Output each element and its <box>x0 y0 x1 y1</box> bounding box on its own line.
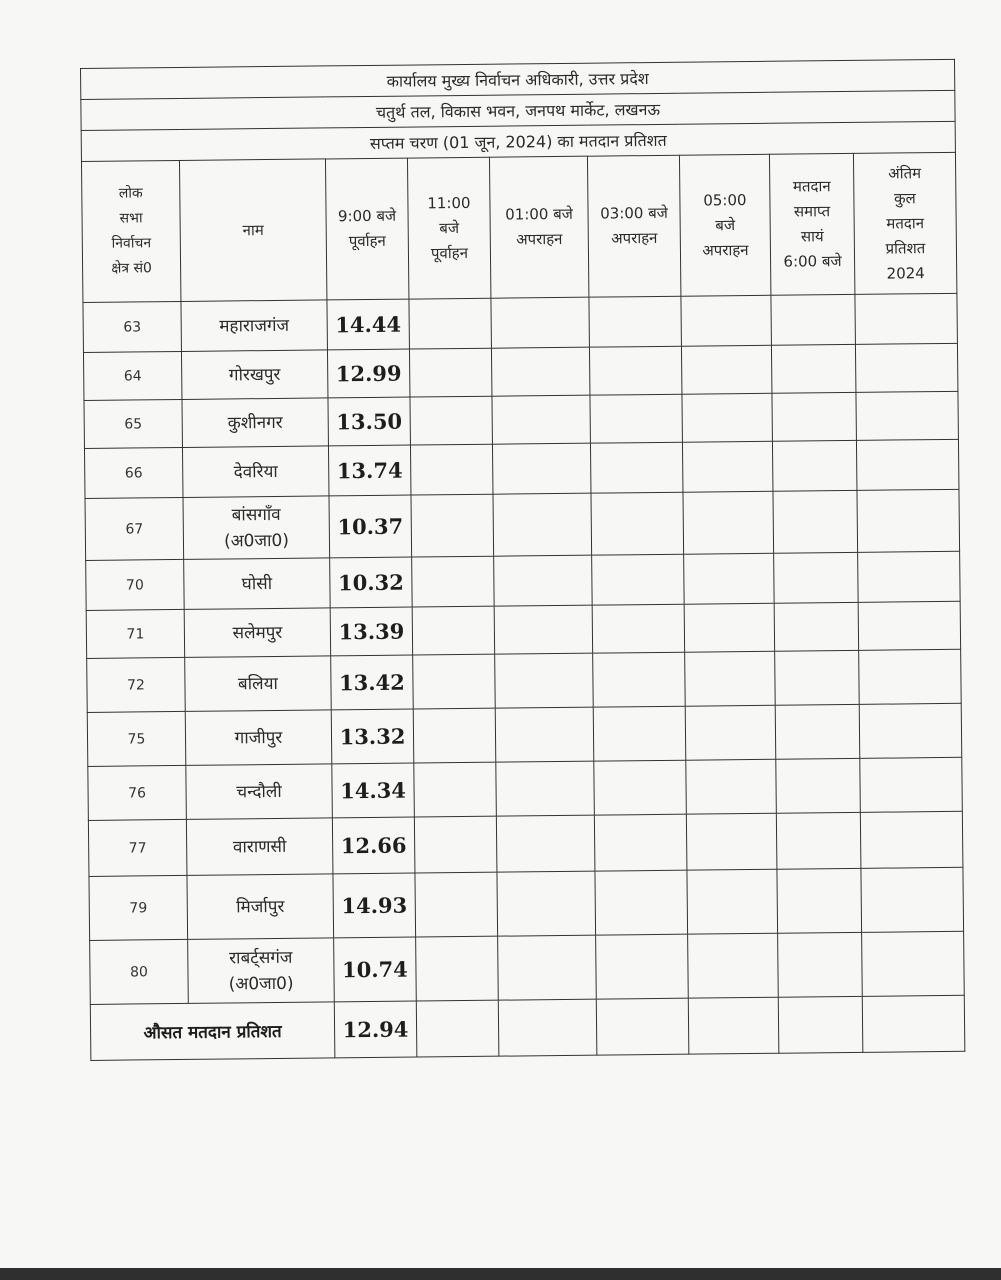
empty-cell <box>409 298 492 349</box>
empty-cell <box>685 705 776 760</box>
empty-cell <box>590 442 683 493</box>
header-line: अपराहन <box>516 229 563 249</box>
percent-0900: 14.34 <box>332 763 415 818</box>
percent-0900: 14.93 <box>333 873 416 938</box>
table-row <box>90 931 965 1004</box>
average-row <box>90 995 965 1060</box>
empty-cell <box>494 555 593 606</box>
header-line: मतदान <box>886 213 925 233</box>
constituency-number: 66 <box>84 447 183 498</box>
empty-cell <box>409 348 491 397</box>
table-row <box>84 439 959 498</box>
table-row <box>85 489 960 560</box>
empty-cell <box>412 606 494 655</box>
empty-cell <box>413 708 496 763</box>
empty-cell <box>594 814 687 871</box>
empty-cell <box>688 997 779 1054</box>
header-line: लोक <box>118 185 143 202</box>
empty-cell <box>686 759 777 814</box>
name-line: कुशीनगर <box>227 412 283 433</box>
average-label: औसत मतदान प्रतिशत <box>90 1002 335 1061</box>
empty-cell <box>494 605 592 654</box>
percent-0900: 13.42 <box>331 655 414 710</box>
name-line: राबर्ट्सगंज <box>229 947 293 968</box>
constituency-number: 77 <box>88 819 187 876</box>
empty-cell <box>860 757 963 812</box>
constituency-name <box>185 710 332 766</box>
constituency-number: 76 <box>88 765 187 820</box>
table-row <box>89 867 964 940</box>
header-line: बजे <box>439 218 460 237</box>
header-line: अंतिम <box>888 163 922 183</box>
header-line: पूर्वाहन <box>348 231 386 251</box>
constituency-number: 70 <box>86 559 185 610</box>
name-line: गोरखपुर <box>228 364 281 385</box>
name-line: देवरिया <box>233 461 278 482</box>
header-line: 9:00 बजे <box>337 206 397 226</box>
empty-cell <box>684 603 774 652</box>
empty-cell <box>596 998 689 1055</box>
constituency-name <box>182 398 328 448</box>
empty-cell <box>416 1000 499 1057</box>
empty-cell <box>596 934 689 999</box>
header-line: क्षेत्र सं0 <box>111 260 152 277</box>
empty-cell <box>776 812 861 869</box>
table-row <box>88 811 963 876</box>
empty-cell <box>862 995 965 1052</box>
empty-cell <box>592 554 685 605</box>
empty-cell <box>594 760 687 815</box>
header-line: पूर्वाहन <box>430 243 469 262</box>
empty-cell <box>410 396 492 445</box>
name-line: वाराणसी <box>232 836 287 857</box>
col-header-0300 <box>587 155 680 297</box>
empty-cell <box>859 703 962 758</box>
constituency-number: 72 <box>87 657 186 712</box>
header-line: अपराहन <box>611 228 658 248</box>
col-header-1100 <box>407 157 490 299</box>
empty-cell <box>590 394 682 443</box>
header-line: 2024 <box>886 263 925 283</box>
header-line: नाम <box>242 220 264 239</box>
empty-cell <box>589 296 682 347</box>
empty-cell <box>411 494 494 557</box>
empty-cell <box>414 762 497 817</box>
empty-cell <box>684 553 775 604</box>
col-header-0500 <box>679 154 770 296</box>
name-line: (अ0जा0) <box>228 973 294 994</box>
table-row <box>87 703 962 766</box>
name-line: गाजीपुर <box>234 727 283 748</box>
voting-percentage-table <box>80 59 965 1061</box>
name-line: घोसी <box>241 573 273 594</box>
empty-cell <box>592 604 684 653</box>
col-header-name <box>179 159 326 302</box>
empty-cell <box>855 293 958 344</box>
empty-cell <box>771 344 855 393</box>
constituency-name <box>184 608 330 658</box>
header-line: मतदान <box>792 177 831 196</box>
empty-cell <box>775 650 860 705</box>
empty-cell <box>771 294 856 345</box>
constituency-name <box>181 300 328 352</box>
name-line: सलेमपुर <box>232 622 283 643</box>
col-header-0100 <box>489 156 588 298</box>
header-line: सभा <box>119 210 143 227</box>
header-line: बजे <box>715 215 736 234</box>
name-line: महाराजगंज <box>219 315 290 337</box>
header-line: प्रतिशत <box>885 238 926 258</box>
percent-0900: 10.74 <box>334 937 417 1002</box>
empty-cell <box>772 392 856 441</box>
empty-cell <box>492 395 590 444</box>
table-row <box>83 293 958 352</box>
empty-cell <box>686 813 777 870</box>
empty-cell <box>496 815 595 872</box>
empty-cell <box>858 551 961 602</box>
empty-cell <box>413 654 496 709</box>
empty-cell <box>495 653 594 708</box>
percent-0900: 10.37 <box>329 495 412 558</box>
empty-cell <box>589 346 681 395</box>
office-title: कार्यालय मुख्य निर्वाचन अधिकारी, उत्तर प्रदेश <box>81 59 955 99</box>
empty-cell <box>495 707 594 762</box>
constituency-number: 67 <box>85 497 184 560</box>
empty-cell <box>415 872 498 937</box>
table-row <box>88 757 963 820</box>
empty-cell <box>591 492 684 555</box>
name-line: चन्दौली <box>236 781 282 802</box>
empty-cell <box>688 933 779 998</box>
empty-cell <box>855 343 958 392</box>
empty-cell <box>776 758 861 813</box>
empty-cell <box>492 443 591 494</box>
constituency-name <box>184 558 331 610</box>
empty-cell <box>860 811 963 868</box>
empty-cell <box>682 393 772 442</box>
percent-0900: 14.44 <box>327 299 410 350</box>
empty-cell <box>416 936 499 1001</box>
constituency-number: 63 <box>83 301 182 352</box>
office-address: चतुर्थ तल, विकास भवन, जनपथ मार्केट, लखनऊ <box>81 90 955 130</box>
percent-0900: 13.32 <box>331 709 414 764</box>
header-line: निर्वाचन <box>111 235 152 252</box>
header-line: कुल <box>893 188 916 207</box>
constituency-name <box>186 818 333 876</box>
name-line: मिर्जापुर <box>236 896 285 917</box>
empty-cell <box>777 868 862 933</box>
empty-cell <box>774 602 858 651</box>
percent-0900: 12.66 <box>332 817 415 874</box>
empty-cell <box>857 489 960 552</box>
constituency-number: 64 <box>83 351 181 400</box>
constituency-name <box>181 350 327 400</box>
empty-cell <box>412 556 495 607</box>
column-header-row <box>81 152 956 302</box>
empty-cell <box>683 491 774 554</box>
document-table-wrapper <box>80 59 964 1061</box>
empty-cell <box>681 345 771 394</box>
empty-cell <box>410 444 493 495</box>
name-line: बलिया <box>237 673 279 694</box>
constituency-number: 80 <box>90 939 189 1004</box>
header-line: 05:00 <box>703 190 747 209</box>
table-row <box>87 649 962 712</box>
empty-cell <box>774 552 859 603</box>
bottom-edge <box>0 1268 1001 1280</box>
col-header-0900 <box>325 158 408 300</box>
constituency-number: 71 <box>86 609 184 658</box>
constituency-number: 65 <box>84 399 182 448</box>
empty-cell <box>491 347 589 396</box>
name-line: (अ0जा0) <box>223 530 290 552</box>
empty-cell <box>681 295 772 346</box>
empty-cell <box>859 649 962 704</box>
empty-cell <box>414 816 497 873</box>
empty-cell <box>861 867 964 932</box>
empty-cell <box>856 391 959 440</box>
percent-0900: 10.32 <box>330 557 413 608</box>
empty-cell <box>862 931 965 996</box>
phase-title: सप्तम चरण (01 जून, 2024) का मतदान प्रतिशत <box>81 121 955 161</box>
empty-cell <box>858 601 961 650</box>
empty-cell <box>595 870 688 935</box>
header-line: 03:00 बजे <box>600 203 668 223</box>
empty-cell <box>685 651 776 706</box>
average-percent: 12.94 <box>334 1001 417 1058</box>
empty-cell <box>772 440 857 491</box>
constituency-number: 75 <box>87 711 186 766</box>
empty-cell <box>593 706 686 761</box>
empty-cell <box>498 999 597 1056</box>
constituency-name <box>183 496 330 560</box>
empty-cell <box>687 869 778 934</box>
constituency-name <box>187 874 334 940</box>
constituency-name <box>186 764 333 820</box>
constituency-name <box>185 656 332 712</box>
empty-cell <box>491 297 590 348</box>
empty-cell <box>682 441 773 492</box>
header-line: 01:00 बजे <box>505 204 573 224</box>
percent-0900: 13.74 <box>328 445 411 496</box>
empty-cell <box>856 439 959 490</box>
constituency-name <box>188 938 335 1004</box>
header-line: अपराहन <box>702 240 749 259</box>
empty-cell <box>773 490 858 553</box>
constituency-number: 79 <box>89 875 188 940</box>
empty-cell <box>497 871 596 936</box>
header-line: समाप्त <box>793 202 831 221</box>
empty-cell <box>778 996 863 1053</box>
col-header-constituency-no <box>81 160 180 302</box>
constituency-name <box>182 446 329 498</box>
empty-cell <box>775 704 860 759</box>
col-header-final-total <box>853 152 957 294</box>
col-header-poll-close <box>769 153 854 295</box>
header-line: सायं <box>800 227 824 246</box>
empty-cell <box>593 652 686 707</box>
empty-cell <box>496 761 595 816</box>
header-line: 6:00 बजे <box>783 252 842 271</box>
empty-cell <box>493 493 592 556</box>
header-line: 11:00 <box>427 193 471 212</box>
empty-cell <box>498 935 597 1000</box>
empty-cell <box>778 932 863 997</box>
percent-0900: 13.39 <box>330 607 412 656</box>
percent-0900: 12.99 <box>327 349 409 398</box>
name-line: बांसगाँव <box>231 504 281 525</box>
percent-0900: 13.50 <box>328 397 410 446</box>
table-row <box>86 551 961 610</box>
